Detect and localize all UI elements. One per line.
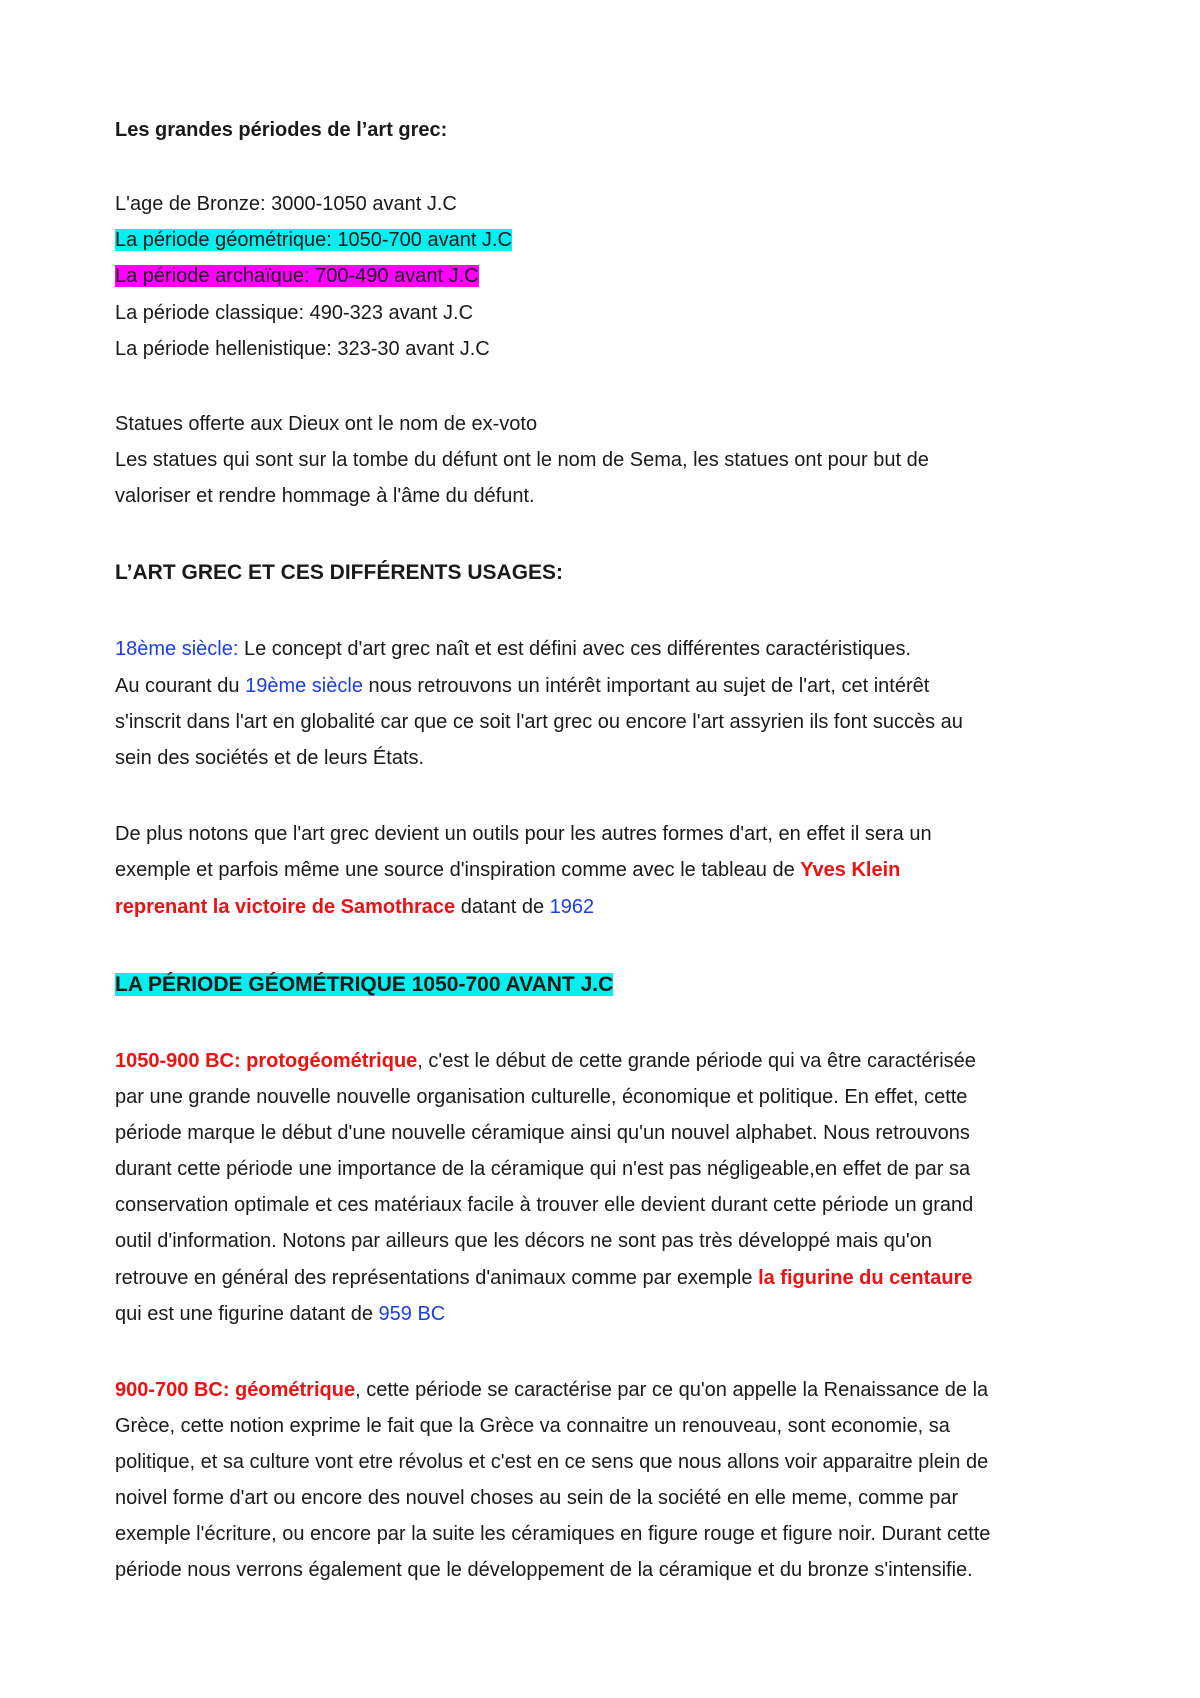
geometric-a-line-4: durant cette période une importance de la céramique qui n'est pas négligeable,en effet de par sa — [115, 1158, 971, 1180]
usages-paragraph-3-line-3: reprenant la victoire de Samothrace datant de 1962 — [115, 896, 595, 918]
highlight-cyan: LA PÉRIODE GÉOMÉTRIQUE 1050-700 AVANT J.C — [115, 973, 614, 996]
date-18th-century: 18ème siècle: — [115, 638, 239, 660]
usages-paragraph-3-line-1: De plus notons que l'art grec devient un outils pour les autres formes d'art, en effet il sera un — [115, 823, 932, 845]
emphasis-samothrace: reprenant la victoire de Samothrace — [115, 896, 456, 918]
usages-paragraph-2-line-3: sein des sociétés et de leurs États. — [115, 747, 425, 769]
usages-paragraph-3-line-2: exemple et parfois même une source d'inspiration comme avec le tableau de Yves Klein — [115, 859, 901, 881]
geometric-b-line-5: exemple l'écriture, ou encore par la suite les céramiques en figure rouge et figure noir. Durant cette — [115, 1523, 991, 1545]
period-geometric — [115, 227, 512, 253]
geometric-a-line-6: outil d'information. Notons par ailleurs que les décors ne sont pas très développé mais qu'on — [115, 1230, 932, 1252]
highlight-cyan: La période géométrique: 1050-700 avant J.C — [115, 229, 512, 251]
geometric-a-line-5: conservation optimale et ces matériaux facile à trouver elle devient durant cette période un grand — [115, 1194, 974, 1216]
geometric-a-line-7: retrouve en général des représentations d'animaux comme par exemple la figurine du centaure — [115, 1267, 973, 1289]
geometric-b-line-6: période nous verrons également que le développement de la céramique et du bronze s'intensifie. — [115, 1559, 973, 1581]
section-heading-geometric — [115, 972, 613, 998]
period-bronze: L'age de Bronze: 3000-1050 avant J.C — [115, 193, 457, 215]
document-title: Les grandes périodes de l’art grec: — [115, 119, 448, 141]
period-archaic — [115, 263, 479, 289]
usages-paragraph-2-line-1: Au courant du 19ème siècle nous retrouvons un intérêt important au sujet de l'art, cet intérêt — [115, 675, 930, 697]
statues-line-1: Statues offerte aux Dieux ont le nom de ex-voto — [115, 413, 538, 435]
geometric-a-line-3: période marque le début d'une nouvelle céramique ainsi qu'un nouvel alphabet. Nous retrouvons — [115, 1122, 970, 1144]
statues-line-3: valoriser et rendre hommage à l'âme du défunt. — [115, 485, 535, 507]
geometric-b-line-2: Grèce, cette notion exprime le fait que la Grèce va connaitre un renouveau, sont economie, sa — [115, 1415, 950, 1437]
label-geometric: 900-700 BC: géométrique — [115, 1379, 356, 1401]
usages-paragraph-2-line-2: s'inscrit dans l'art en globalité car que ce soit l'art grec ou encore l'art assyrien ils font succès au — [115, 711, 963, 733]
date-19th-century: 19ème siècle — [245, 675, 363, 697]
geometric-a-line-8: qui est une figurine datant de 959 BC — [115, 1303, 446, 1325]
label-protogeometric: 1050-900 BC: protogéométrique — [115, 1050, 418, 1072]
highlight-magenta: La période archaïque: 700-490 avant J.C — [115, 265, 479, 287]
geometric-b-line-1: 900-700 BC: géométrique, cette période se caractérise par ce qu'on appelle la Renaissance de la — [115, 1379, 989, 1401]
statues-line-2: Les statues qui sont sur la tombe du défunt ont le nom de Sema, les statues ont pour but de — [115, 449, 929, 471]
date-959-bc: 959 BC — [378, 1303, 446, 1325]
emphasis-centaur: la figurine du centaure — [758, 1267, 973, 1289]
geometric-a-line-1: 1050-900 BC: protogéométrique, c'est le début de cette grande période qui va être caractérisée — [115, 1050, 976, 1072]
section-heading-usages: L’ART GREC ET CES DIFFÉRENTS USAGES: — [115, 561, 564, 584]
geometric-b-line-3: politique, et sa culture vont etre révolus et c'est en ce sens que nous allons voir apparaitre plein de — [115, 1451, 989, 1473]
date-1962: 1962 — [549, 896, 595, 918]
usages-paragraph-1: 18ème siècle: Le concept d'art grec naît et est défini avec ces différentes caractéristiques. — [115, 638, 912, 660]
period-hellenistic: La période hellenistique: 323-30 avant J.C — [115, 338, 490, 360]
geometric-b-line-4: noivel forme d'art ou encore des nouvel choses au sein de la société en elle meme, comme par — [115, 1487, 959, 1509]
geometric-a-line-2: par une grande nouvelle nouvelle organisation culturelle, économique et politique. En effet, cette — [115, 1086, 968, 1108]
emphasis-yves-klein: Yves Klein — [800, 859, 901, 881]
period-classic: La période classique: 490-323 avant J.C — [115, 302, 474, 324]
